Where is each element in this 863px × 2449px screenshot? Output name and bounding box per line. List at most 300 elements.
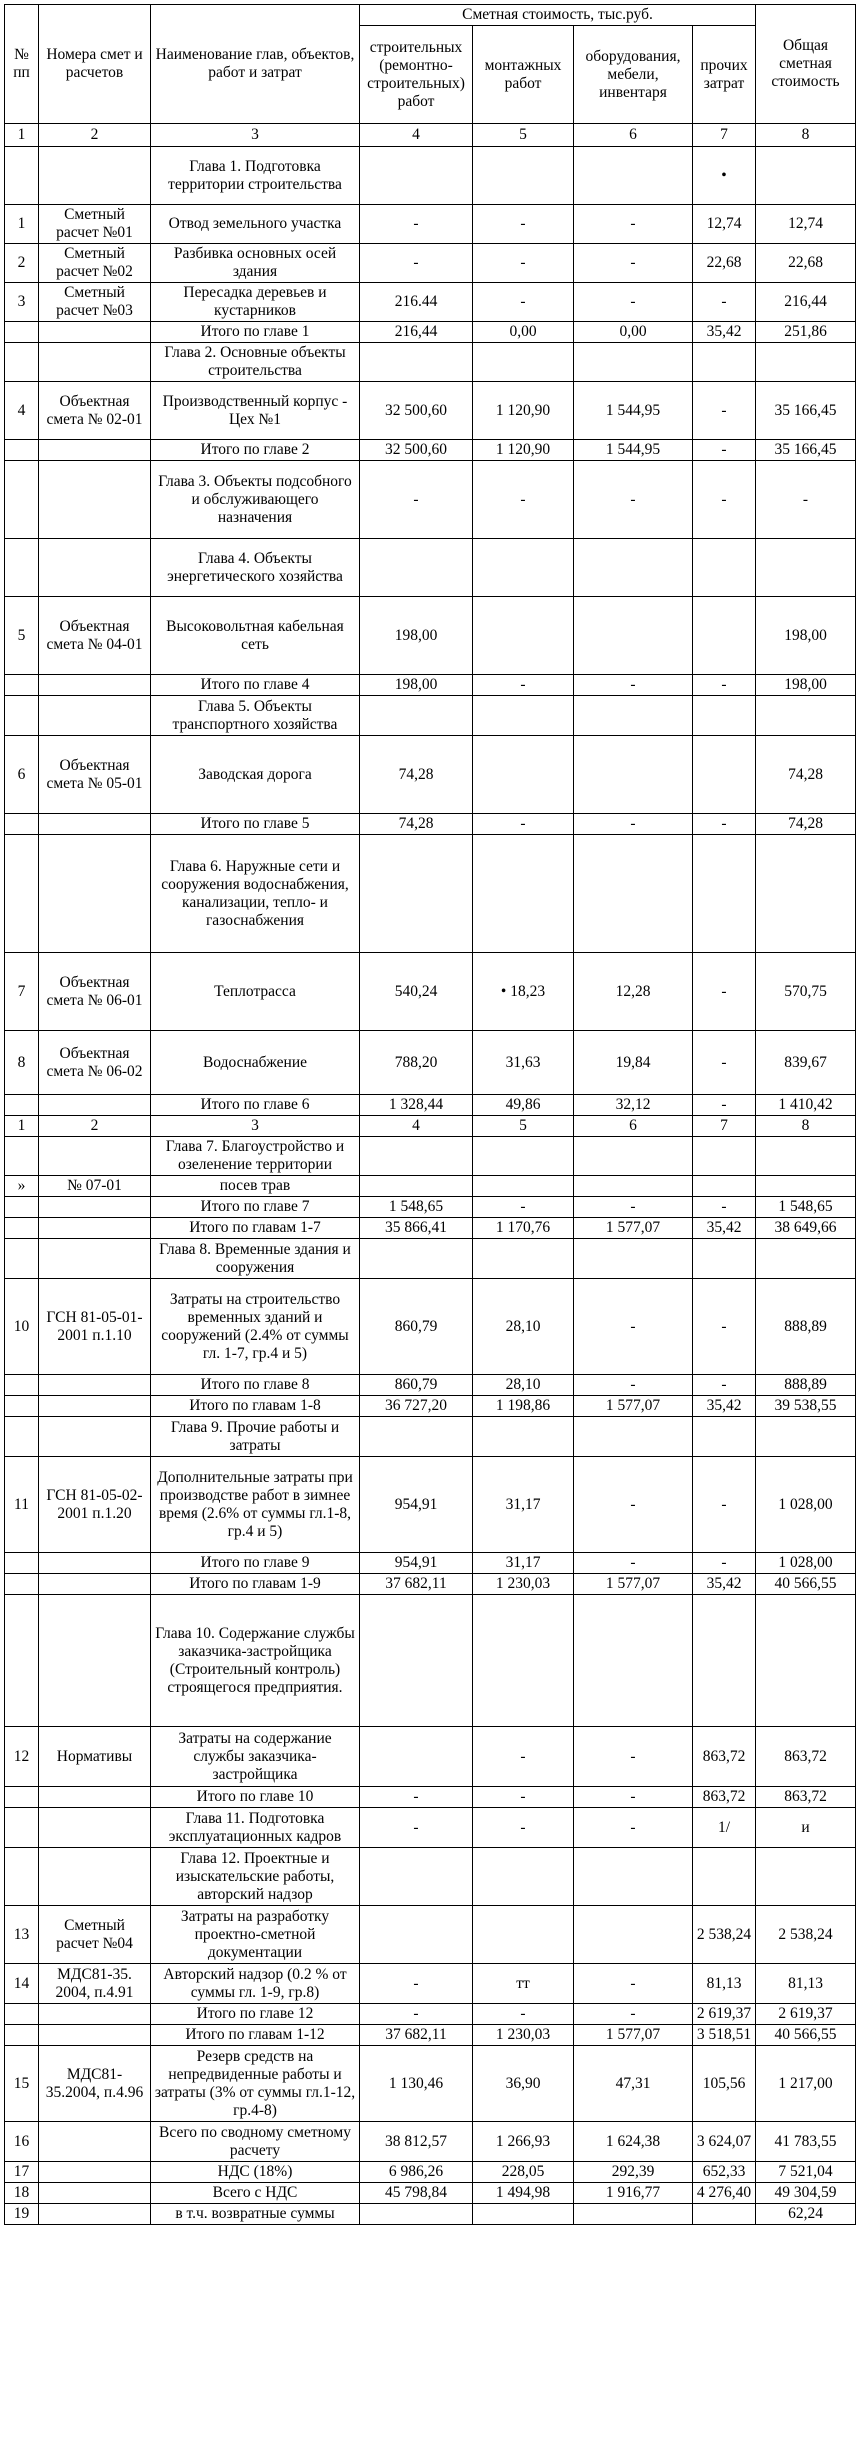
item-name-cell: Итого по главе 4 — [151, 675, 360, 696]
construction-cost-cell: 1 548,65 — [360, 1197, 473, 1218]
assembly-cost-cell — [473, 1417, 574, 1457]
assembly-cost-cell: • 18,23 — [473, 953, 574, 1031]
construction-cost-cell — [360, 1417, 473, 1457]
row-number-cell — [5, 1137, 39, 1176]
total-cost-cell: 888,89 — [756, 1375, 856, 1396]
other-cost-cell: - — [693, 1031, 756, 1095]
assembly-cost-cell — [473, 835, 574, 953]
row-number-cell: 17 — [5, 2162, 39, 2183]
document-ref-cell: Объектная смета № 04-01 — [39, 597, 151, 675]
document-ref-cell — [39, 1808, 151, 1848]
other-cost-cell — [693, 1137, 756, 1176]
equipment-cost-cell — [574, 147, 693, 205]
other-cost-cell: - — [693, 1457, 756, 1553]
other-cost-cell: 3 518,51 — [693, 2025, 756, 2046]
assembly-cost-cell: 1 120,90 — [473, 382, 574, 440]
table-row — [5, 696, 856, 736]
document-ref-cell — [39, 1197, 151, 1218]
item-name-cell: Глава 10. Содержание службы заказчика-застройщика (Строительный контроль) строящегося предприятия. — [151, 1595, 360, 1727]
row-number-cell — [5, 1787, 39, 1808]
construction-cost-cell: - — [360, 2004, 473, 2025]
assembly-cost-cell: 1 120,90 — [473, 440, 574, 461]
total-cost-cell: 74,28 — [756, 736, 856, 814]
item-name-cell: Глава 8. Временные здания и сооружения — [151, 1239, 360, 1279]
item-name-cell: Итого по главе 12 — [151, 2004, 360, 2025]
document-ref-cell: Сметный расчет №03 — [39, 283, 151, 322]
other-cost-cell: 22,68 — [693, 244, 756, 283]
equipment-cost-cell: 1 624,38 — [574, 2122, 693, 2162]
item-name-cell: Итого по главе 5 — [151, 814, 360, 835]
row-number-cell — [5, 1848, 39, 1906]
table-row — [5, 1787, 856, 1808]
document-ref-cell — [39, 2004, 151, 2025]
row-number-cell — [5, 322, 39, 343]
table-row — [5, 244, 856, 283]
table-row — [5, 2183, 856, 2204]
total-cost-cell: 41 783,55 — [756, 2122, 856, 2162]
other-cost-cell — [693, 2204, 756, 2225]
total-cost-cell — [756, 147, 856, 205]
construction-cost-cell — [360, 1906, 473, 1964]
other-cost-cell: 105,56 — [693, 2046, 756, 2122]
assembly-cost-cell: 28,10 — [473, 1375, 574, 1396]
row-number-cell — [5, 343, 39, 382]
row-number-cell: 19 — [5, 2204, 39, 2225]
table-row — [5, 1457, 856, 1553]
construction-cost-cell: 38 812,57 — [360, 2122, 473, 2162]
item-name-cell: Итого по главе 2 — [151, 440, 360, 461]
row-number-cell — [5, 440, 39, 461]
construction-cost-cell: 4 — [360, 1116, 473, 1137]
assembly-cost-cell — [473, 696, 574, 736]
total-cost-cell: 863,72 — [756, 1727, 856, 1787]
table-row — [5, 953, 856, 1031]
total-cost-cell: 39 538,55 — [756, 1396, 856, 1417]
row-number-cell — [5, 539, 39, 597]
row-number-cell — [5, 675, 39, 696]
table-row — [5, 1553, 856, 1574]
document-ref-cell — [39, 1574, 151, 1595]
other-cost-cell: 863,72 — [693, 1727, 756, 1787]
equipment-cost-cell — [574, 835, 693, 953]
assembly-cost-cell: 31,17 — [473, 1553, 574, 1574]
item-name-cell: Глава 9. Прочие работы и затраты — [151, 1417, 360, 1457]
construction-cost-cell: 860,79 — [360, 1279, 473, 1375]
document-ref-cell — [39, 2204, 151, 2225]
construction-cost-cell: 198,00 — [360, 675, 473, 696]
table-row — [5, 814, 856, 835]
table-row — [5, 1574, 856, 1595]
document-ref-cell — [39, 675, 151, 696]
item-name-cell: Пересадка деревьев и кустарников — [151, 283, 360, 322]
row-number-cell — [5, 814, 39, 835]
table-row — [5, 736, 856, 814]
equipment-cost-cell: 19,84 — [574, 1031, 693, 1095]
table-row — [5, 382, 856, 440]
item-name-cell: Затраты на строительство временных зданий и сооружений (2.4% от суммы гл. 1-7, гр.4 и 5) — [151, 1279, 360, 1375]
assembly-cost-cell: 1 230,03 — [473, 1574, 574, 1595]
table-row — [5, 1239, 856, 1279]
header-equipment: оборудования, мебели, инвентаря — [574, 26, 693, 124]
other-cost-cell: 2 538,24 — [693, 1906, 756, 1964]
total-cost-cell: 1 028,00 — [756, 1457, 856, 1553]
assembly-cost-cell — [473, 539, 574, 597]
table-row — [5, 1375, 856, 1396]
assembly-cost-cell: 228,05 — [473, 2162, 574, 2183]
construction-cost-cell: 1 328,44 — [360, 1095, 473, 1116]
item-name-cell: НДС (18%) — [151, 2162, 360, 2183]
total-cost-cell: 35 166,45 — [756, 382, 856, 440]
construction-cost-cell: 540,24 — [360, 953, 473, 1031]
document-ref-cell — [39, 2025, 151, 2046]
other-cost-cell — [693, 597, 756, 675]
total-cost-cell — [756, 696, 856, 736]
other-cost-cell: - — [693, 461, 756, 539]
construction-cost-cell: 45 798,84 — [360, 2183, 473, 2204]
other-cost-cell: - — [693, 953, 756, 1031]
equipment-cost-cell: - — [574, 1457, 693, 1553]
document-ref-cell: Сметный расчет №04 — [39, 1906, 151, 1964]
total-cost-cell: 12,74 — [756, 205, 856, 244]
other-cost-cell: 3 624,07 — [693, 2122, 756, 2162]
total-cost-cell: 49 304,59 — [756, 2183, 856, 2204]
item-name-cell: 3 — [151, 1116, 360, 1137]
column-number: 6 — [574, 124, 693, 147]
table-row — [5, 343, 856, 382]
equipment-cost-cell: 1 577,07 — [574, 1218, 693, 1239]
row-number-cell — [5, 1574, 39, 1595]
equipment-cost-cell — [574, 1595, 693, 1727]
row-number-cell: 2 — [5, 244, 39, 283]
assembly-cost-cell: - — [473, 283, 574, 322]
table-row — [5, 1176, 856, 1197]
item-name-cell: Производственный корпус - Цех №1 — [151, 382, 360, 440]
total-cost-cell: 251,86 — [756, 322, 856, 343]
other-cost-cell: 35,42 — [693, 1574, 756, 1595]
row-number-cell: 16 — [5, 2122, 39, 2162]
equipment-cost-cell: - — [574, 814, 693, 835]
other-cost-cell: - — [693, 440, 756, 461]
assembly-cost-cell — [473, 1595, 574, 1727]
document-ref-cell — [39, 1396, 151, 1417]
document-ref-cell: ГСН 81-05-02- 2001 п.1.20 — [39, 1457, 151, 1553]
total-cost-cell — [756, 835, 856, 953]
item-name-cell: Глава 5. Объекты транспортного хозяйства — [151, 696, 360, 736]
total-cost-cell: 2 538,24 — [756, 1906, 856, 1964]
assembly-cost-cell — [473, 1176, 574, 1197]
column-number: 4 — [360, 124, 473, 147]
table-row — [5, 147, 856, 205]
item-name-cell: Итого по главам 1-9 — [151, 1574, 360, 1595]
item-name-cell: Глава 2. Основные объекты строительства — [151, 343, 360, 382]
other-cost-cell: 2 619,37 — [693, 2004, 756, 2025]
total-cost-cell — [756, 1239, 856, 1279]
row-number-cell: » — [5, 1176, 39, 1197]
row-number-cell: 6 — [5, 736, 39, 814]
other-cost-cell — [693, 1417, 756, 1457]
total-cost-cell: 74,28 — [756, 814, 856, 835]
equipment-cost-cell: - — [574, 461, 693, 539]
assembly-cost-cell: - — [473, 675, 574, 696]
table-row — [5, 675, 856, 696]
assembly-cost-cell: 1 494,98 — [473, 2183, 574, 2204]
table-row — [5, 1417, 856, 1457]
assembly-cost-cell: - — [473, 205, 574, 244]
item-name-cell: Резерв средств на непредвиденные работы и затраты (3% от суммы гл.1-12, гр.4-8) — [151, 2046, 360, 2122]
table-row — [5, 2122, 856, 2162]
other-cost-cell: 1/ — [693, 1808, 756, 1848]
row-number-cell — [5, 147, 39, 205]
row-number-cell — [5, 1095, 39, 1116]
item-name-cell: Всего по сводному сметному расчету — [151, 2122, 360, 2162]
equipment-cost-cell — [574, 597, 693, 675]
construction-cost-cell: 36 727,20 — [360, 1396, 473, 1417]
equipment-cost-cell: - — [574, 2004, 693, 2025]
total-cost-cell: 1 217,00 — [756, 2046, 856, 2122]
total-cost-cell — [756, 539, 856, 597]
document-ref-cell — [39, 2162, 151, 2183]
item-name-cell: Глава 1. Подготовка территории строительства — [151, 147, 360, 205]
assembly-cost-cell: 31,63 — [473, 1031, 574, 1095]
item-name-cell: Итого по главе 9 — [151, 1553, 360, 1574]
total-cost-cell: 863,72 — [756, 1787, 856, 1808]
other-cost-cell: 7 — [693, 1116, 756, 1137]
document-ref-cell: Сметный расчет №01 — [39, 205, 151, 244]
equipment-cost-cell — [574, 343, 693, 382]
equipment-cost-cell: 1 544,95 — [574, 382, 693, 440]
construction-cost-cell: - — [360, 461, 473, 539]
table-row — [5, 205, 856, 244]
item-name-cell: Разбивка основных осей здания — [151, 244, 360, 283]
assembly-cost-cell: 28,10 — [473, 1279, 574, 1375]
table-row — [5, 2162, 856, 2183]
document-ref-cell — [39, 1553, 151, 1574]
other-cost-cell: 4 276,40 — [693, 2183, 756, 2204]
total-cost-cell: - — [756, 461, 856, 539]
total-cost-cell: 38 649,66 — [756, 1218, 856, 1239]
row-number-cell: 4 — [5, 382, 39, 440]
document-ref-cell: Объектная смета № 05-01 — [39, 736, 151, 814]
document-ref-cell: № 07-01 — [39, 1176, 151, 1197]
other-cost-cell: 652,33 — [693, 2162, 756, 2183]
row-number-cell — [5, 1218, 39, 1239]
document-ref-cell — [39, 1417, 151, 1457]
other-cost-cell: - — [693, 1197, 756, 1218]
assembly-cost-cell — [473, 1239, 574, 1279]
assembly-cost-cell: - — [473, 1727, 574, 1787]
assembly-cost-cell: тт — [473, 1964, 574, 2004]
assembly-cost-cell: - — [473, 1808, 574, 1848]
document-ref-cell — [39, 539, 151, 597]
construction-cost-cell: 954,91 — [360, 1553, 473, 1574]
table-row — [5, 1964, 856, 2004]
equipment-cost-cell: 1 577,07 — [574, 1396, 693, 1417]
item-name-cell: Итого по главе 8 — [151, 1375, 360, 1396]
construction-cost-cell: 198,00 — [360, 597, 473, 675]
assembly-cost-cell: - — [473, 1197, 574, 1218]
item-name-cell: Итого по главам 1-12 — [151, 2025, 360, 2046]
assembly-cost-cell — [473, 1906, 574, 1964]
construction-cost-cell: 32 500,60 — [360, 382, 473, 440]
other-cost-cell — [693, 343, 756, 382]
row-number-cell: 13 — [5, 1906, 39, 1964]
item-name-cell: Глава 11. Подготовка эксплуатационных кадров — [151, 1808, 360, 1848]
assembly-cost-cell: - — [473, 814, 574, 835]
total-cost-cell — [756, 343, 856, 382]
document-ref-cell: Объектная смета № 02-01 — [39, 382, 151, 440]
construction-cost-cell: 860,79 — [360, 1375, 473, 1396]
total-cost-cell: 22,68 — [756, 244, 856, 283]
document-ref-cell — [39, 440, 151, 461]
total-cost-cell: 62,24 — [756, 2204, 856, 2225]
item-name-cell: Водоснабжение — [151, 1031, 360, 1095]
construction-cost-cell: 37 682,11 — [360, 1574, 473, 1595]
equipment-cost-cell: - — [574, 205, 693, 244]
row-number-cell: 7 — [5, 953, 39, 1031]
row-number-cell: 10 — [5, 1279, 39, 1375]
assembly-cost-cell: 31,17 — [473, 1457, 574, 1553]
construction-cost-cell — [360, 2204, 473, 2225]
document-ref-cell — [39, 1095, 151, 1116]
equipment-cost-cell: - — [574, 675, 693, 696]
other-cost-cell: 35,42 — [693, 1218, 756, 1239]
other-cost-cell: - — [693, 1279, 756, 1375]
other-cost-cell — [693, 696, 756, 736]
total-cost-cell: 1 028,00 — [756, 1553, 856, 1574]
assembly-cost-cell — [473, 736, 574, 814]
other-cost-cell: - — [693, 675, 756, 696]
table-row — [5, 1595, 856, 1727]
header-row-1 — [5, 5, 856, 26]
document-ref-cell: 2 — [39, 1116, 151, 1137]
construction-cost-cell: 32 500,60 — [360, 440, 473, 461]
other-cost-cell: • — [693, 147, 756, 205]
document-ref-cell — [39, 696, 151, 736]
equipment-cost-cell — [574, 1176, 693, 1197]
equipment-cost-cell — [574, 1848, 693, 1906]
column-number: 1 — [5, 124, 39, 147]
table-row — [5, 1396, 856, 1417]
item-name-cell: Итого по главе 10 — [151, 1787, 360, 1808]
assembly-cost-cell: 1 230,03 — [473, 2025, 574, 2046]
item-name-cell: Теплотрасса — [151, 953, 360, 1031]
total-cost-cell: 198,00 — [756, 597, 856, 675]
document-ref-cell — [39, 1595, 151, 1727]
row-number-cell: 14 — [5, 1964, 39, 2004]
total-cost-cell — [756, 1848, 856, 1906]
construction-cost-cell: 954,91 — [360, 1457, 473, 1553]
table-row — [5, 2046, 856, 2122]
assembly-cost-cell: 49,86 — [473, 1095, 574, 1116]
construction-cost-cell: - — [360, 205, 473, 244]
equipment-cost-cell: - — [574, 1727, 693, 1787]
assembly-cost-cell: - — [473, 2004, 574, 2025]
table-row — [5, 1137, 856, 1176]
equipment-cost-cell: 6 — [574, 1116, 693, 1137]
row-number-cell: 1 — [5, 205, 39, 244]
assembly-cost-cell — [473, 1137, 574, 1176]
total-cost-cell: 1 548,65 — [756, 1197, 856, 1218]
other-cost-cell — [693, 1848, 756, 1906]
construction-cost-cell — [360, 1137, 473, 1176]
row-number-cell: 11 — [5, 1457, 39, 1553]
equipment-cost-cell: 1 916,77 — [574, 2183, 693, 2204]
item-name-cell: Авторский надзор (0.2 % от суммы гл. 1-9, гр.8) — [151, 1964, 360, 2004]
document-ref-cell: Объектная смета № 06-01 — [39, 953, 151, 1031]
table-row — [5, 2025, 856, 2046]
column-number: 3 — [151, 124, 360, 147]
equipment-cost-cell: - — [574, 1553, 693, 1574]
table-row — [5, 1848, 856, 1906]
table-row — [5, 1279, 856, 1375]
header-cost-group: Сметная стоимость, тыс.руб. — [360, 5, 756, 26]
header-docs: Номера смет и расчетов — [39, 5, 151, 124]
document-ref-cell — [39, 1239, 151, 1279]
assembly-cost-cell — [473, 1848, 574, 1906]
other-cost-cell: 35,42 — [693, 1396, 756, 1417]
other-cost-cell — [693, 539, 756, 597]
equipment-cost-cell — [574, 736, 693, 814]
item-name-cell: Всего с НДС — [151, 2183, 360, 2204]
equipment-cost-cell: 292,39 — [574, 2162, 693, 2183]
assembly-cost-cell: 5 — [473, 1116, 574, 1137]
document-ref-cell — [39, 2183, 151, 2204]
assembly-cost-cell: - — [473, 461, 574, 539]
construction-cost-cell: - — [360, 1964, 473, 2004]
column-number: 5 — [473, 124, 574, 147]
table-row — [5, 1906, 856, 1964]
document-ref-cell: Сметный расчет №02 — [39, 244, 151, 283]
row-number-cell — [5, 1239, 39, 1279]
column-number: 2 — [39, 124, 151, 147]
equipment-cost-cell: 1 577,07 — [574, 2025, 693, 2046]
item-name-cell: Итого по главе 1 — [151, 322, 360, 343]
header-num: № пп — [5, 5, 39, 124]
item-name-cell: Высоковольтная кабельная сеть — [151, 597, 360, 675]
assembly-cost-cell: - — [473, 1787, 574, 1808]
row-number-cell — [5, 1396, 39, 1417]
construction-cost-cell — [360, 1176, 473, 1197]
table-row — [5, 2204, 856, 2225]
table-row — [5, 322, 856, 343]
equipment-cost-cell: - — [574, 1197, 693, 1218]
equipment-cost-cell: - — [574, 1787, 693, 1808]
construction-cost-cell — [360, 1727, 473, 1787]
item-name-cell: Итого по главам 1-7 — [151, 1218, 360, 1239]
document-ref-cell — [39, 1787, 151, 1808]
total-cost-cell: 81,13 — [756, 1964, 856, 2004]
assembly-cost-cell: - — [473, 244, 574, 283]
construction-cost-cell — [360, 1239, 473, 1279]
row-number-cell — [5, 2004, 39, 2025]
assembly-cost-cell: 0,00 — [473, 322, 574, 343]
construction-cost-cell: - — [360, 1787, 473, 1808]
equipment-cost-cell: - — [574, 283, 693, 322]
document-ref-cell — [39, 461, 151, 539]
equipment-cost-cell — [574, 2204, 693, 2225]
other-cost-cell: 12,74 — [693, 205, 756, 244]
construction-cost-cell — [360, 147, 473, 205]
row-number-cell: 1 — [5, 1116, 39, 1137]
row-number-cell: 5 — [5, 597, 39, 675]
equipment-cost-cell — [574, 539, 693, 597]
other-cost-cell: - — [693, 1095, 756, 1116]
item-name-cell: Глава 4. Объекты энергетического хозяйства — [151, 539, 360, 597]
construction-cost-cell — [360, 343, 473, 382]
assembly-cost-cell: 1 170,76 — [473, 1218, 574, 1239]
equipment-cost-cell: 47,31 — [574, 2046, 693, 2122]
document-ref-cell — [39, 147, 151, 205]
